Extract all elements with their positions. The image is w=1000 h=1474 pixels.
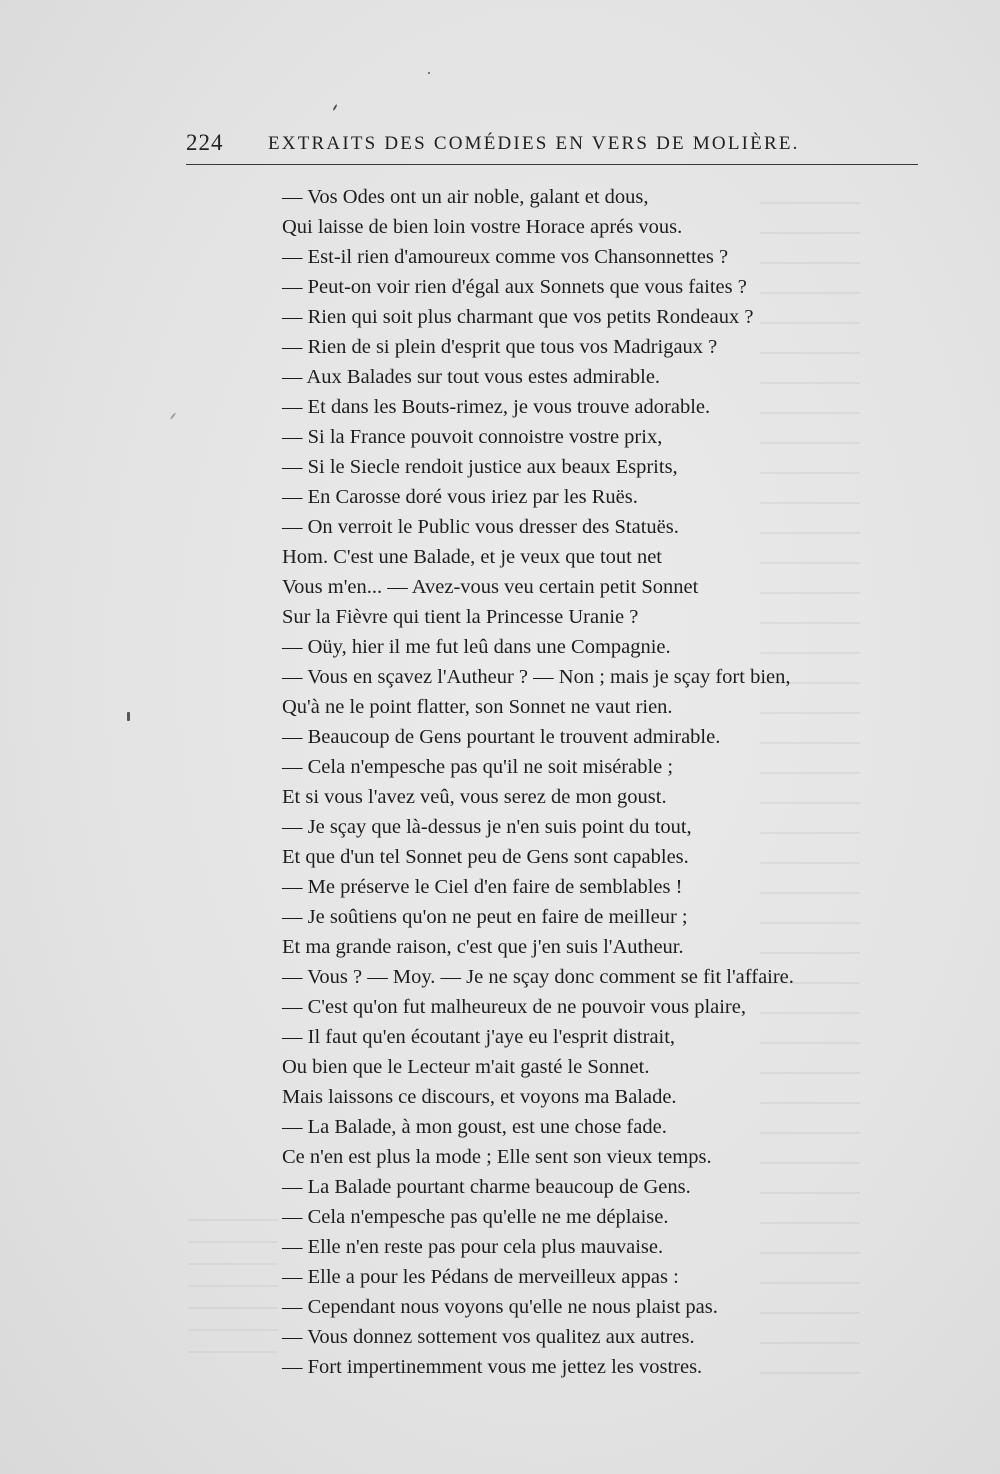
verse-line: — La Balade, à mon goust, est une chose fade. <box>282 1116 667 1138</box>
verse-line: — Beaucoup de Gens pourtant le trouvent admirable. <box>282 726 721 748</box>
verse-line: — Cela n'empesche pas qu'elle ne me déplaise. <box>282 1206 669 1228</box>
page-number: 224 <box>186 130 224 155</box>
verse-line: — Vous donnez sottement vos qualitez aux autres. <box>282 1326 695 1348</box>
verse-line: Vous m'en... — Avez-vous veu certain petit Sonnet <box>282 576 699 598</box>
verse-line: — Cependant nous voyons qu'elle ne nous plaist pas. <box>282 1296 718 1318</box>
verse-line: — Si le Siecle rendoit justice aux beaux Esprits, <box>282 456 678 478</box>
verse-line: — Si la France pouvoit connoistre vostre prix, <box>282 426 663 448</box>
header-rule <box>186 164 918 165</box>
verse-line: — Est-il rien d'amoureux comme vos Chansonnettes ? <box>282 246 729 268</box>
verse-line: — Oüy, hier il me fut leû dans une Compagnie. <box>282 636 671 658</box>
verse-line: — Je soûtiens qu'on ne peut en faire de meilleur ; <box>282 906 688 928</box>
verse-line: Qu'à ne le point flatter, son Sonnet ne vaut rien. <box>282 696 673 718</box>
verse-line: — Elle a pour les Pédans de merveilleux appas : <box>282 1266 679 1288</box>
paper-speck <box>127 712 130 721</box>
verse-line: Mais laissons ce discours, et voyons ma Balade. <box>282 1086 677 1108</box>
verse-line: — En Carosse doré vous iriez par les Ruës. <box>282 486 638 508</box>
verse-line: — Fort impertinemment vous me jettez les vostres. <box>282 1356 703 1378</box>
verse-block <box>282 182 862 1382</box>
verse-line: Qui laisse de bien loin vostre Horace aprés vous. <box>282 216 683 238</box>
verse-line: Et si vous l'avez veû, vous serez de mon goust. <box>282 786 667 808</box>
verse-line: — Elle n'en reste pas pour cela plus mauvaise. <box>282 1236 664 1258</box>
verse-line: Et que d'un tel Sonnet peu de Gens sont capables. <box>282 846 689 868</box>
verse-line: — Il faut qu'en écoutant j'aye eu l'esprit distrait, <box>282 1026 676 1048</box>
verse-line: — Vous ? — Moy. — Je ne sçay donc comment se fit l'affaire. <box>282 966 794 988</box>
verse-line: — Peut-on voir rien d'égal aux Sonnets que vous faites ? <box>282 276 747 298</box>
bleed-through-text-left <box>188 1205 278 1355</box>
verse-line: — La Balade pourtant charme beaucoup de Gens. <box>282 1176 691 1198</box>
verse-line: — Rien qui soit plus charmant que vos petits Rondeaux ? <box>282 306 754 328</box>
paper-speck <box>170 412 177 419</box>
running-header <box>186 126 918 162</box>
paper-speck <box>428 72 430 74</box>
verse-line: — Vos Odes ont un air noble, galant et dous, <box>282 186 649 208</box>
verse-line: — Rien de si plein d'esprit que tous vos Madrigaux ? <box>282 336 718 358</box>
verse-line: — Et dans les Bouts-rimez, je vous trouve adorable. <box>282 396 711 418</box>
running-title: EXTRAITS DES COMÉDIES EN VERS DE MOLIÈRE. <box>268 133 800 154</box>
verse-line: — Cela n'empesche pas qu'il ne soit misérable ; <box>282 756 674 778</box>
verse-line: Sur la Fièvre qui tient la Princesse Uranie ? <box>282 606 639 628</box>
verse-line: — Vous en sçavez l'Autheur ? — Non ; mais je sçay fort bien, <box>282 666 791 688</box>
verse-line: — Aux Balades sur tout vous estes admirable. <box>282 366 661 388</box>
verse-line: — On verroit le Public vous dresser des Statuës. <box>282 516 679 538</box>
verse-line: Hom. C'est une Balade, et je veux que tout net <box>282 546 663 568</box>
verse-line: Et ma grande raison, c'est que j'en suis l'Autheur. <box>282 936 684 958</box>
verse-line: Ce n'en est plus la mode ; Elle sent son vieux temps. <box>282 1146 712 1168</box>
verse-line: — C'est qu'on fut malheureux de ne pouvoir vous plaire, <box>282 996 746 1018</box>
verse-line: — Je sçay que là-dessus je n'en suis point du tout, <box>282 816 692 838</box>
verse-line: Ou bien que le Lecteur m'ait gasté le Sonnet. <box>282 1056 650 1078</box>
paper-speck <box>332 104 337 111</box>
verse-line: — Me préserve le Ciel d'en faire de semblables ! <box>282 876 683 898</box>
